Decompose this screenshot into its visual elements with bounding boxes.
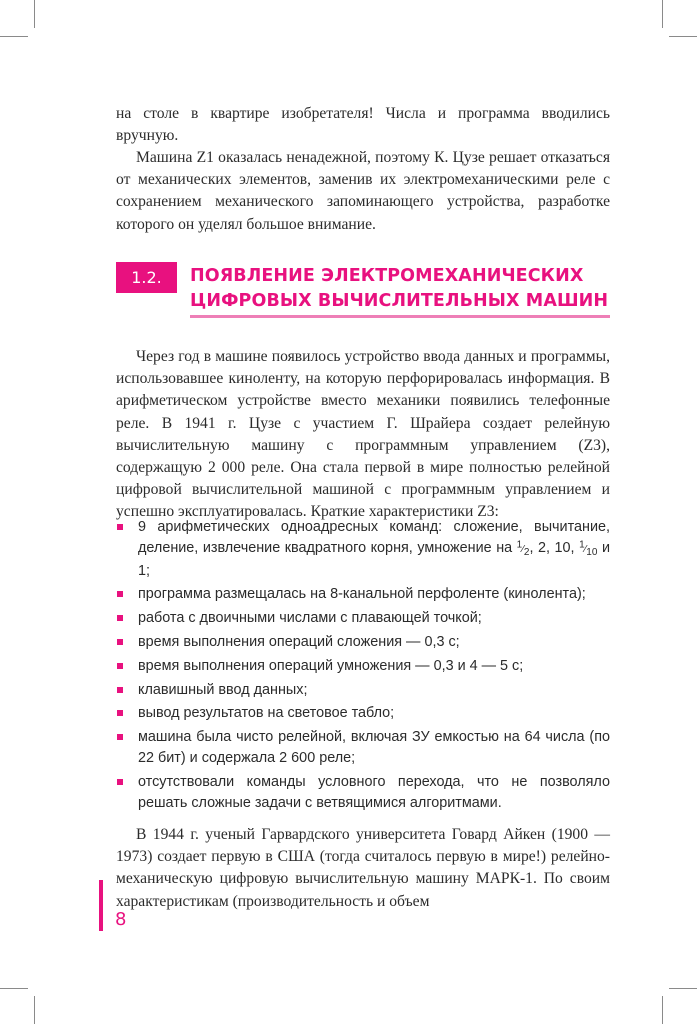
bullet-square-icon xyxy=(117,524,123,530)
list-item xyxy=(116,656,610,677)
crop-mark-right-top xyxy=(669,36,697,37)
crop-mark-left-top xyxy=(0,36,28,37)
bullet-square-icon xyxy=(117,734,123,740)
z3-characteristics-list xyxy=(116,517,610,816)
bullet-square-icon xyxy=(117,779,123,785)
list-item xyxy=(116,772,610,814)
page-number: 8 xyxy=(115,909,127,930)
list-item-text: машина была чисто релейной, включая ЗУ емкостью на 64 числа (по 22 бит) и содержала 2 600 реле; xyxy=(138,729,610,766)
section-number-badge: 1.2. xyxy=(116,262,177,293)
list-item xyxy=(116,680,610,701)
list-item xyxy=(116,632,610,653)
crop-mark-top-right xyxy=(662,0,663,28)
fraction-denominator: 10 xyxy=(586,546,598,558)
list-item-text: 9 арифметических одноадресных команд: сложение, вычитание, деление, извлечение квадратного корня, умножение на xyxy=(138,519,610,556)
bullet-square-icon xyxy=(117,591,123,597)
bullet-square-icon xyxy=(117,663,123,669)
list-item-text: программа размещалась на 8-канальной перфоленте (кинолента); xyxy=(138,586,586,603)
crop-mark-right-bottom xyxy=(669,988,697,989)
list-item xyxy=(116,584,610,605)
body-paragraph-z3: Через год в машине появилось устройство ввода данных и программы, использовавшее киноленту, на которую перфорировалась информация. В арифметическом устройстве вместо механики появились телефонные реле. В 1941 г. Цузе с участием Г. Шрайера создает релейную вычислительную машину с программным управлением (Z3), содержащую 2 000 реле. Она стала первой в мире полностью релейной цифровой вычислительной машиной с программным управлением и успешно эксплуатировалась. Краткие характеристики Z3: xyxy=(116,348,610,521)
list-item-text: время выполнения операций умножения — 0,3 и 4 — 5 с; xyxy=(138,657,524,674)
bullet-square-icon xyxy=(117,687,123,693)
list-item-text: вывод результатов на световое табло; xyxy=(138,705,395,722)
bullet-square-icon xyxy=(117,615,123,621)
bullet-square-icon xyxy=(117,710,123,716)
list-item-text: время выполнения операций сложения — 0,3 с; xyxy=(138,633,460,650)
crop-mark-bottom-right xyxy=(662,996,663,1024)
fraction-denominator: 2 xyxy=(523,546,530,558)
fraction-numerator: 1 xyxy=(516,539,523,551)
crop-mark-left-bottom xyxy=(0,988,28,989)
crop-mark-top-left xyxy=(34,0,35,28)
list-item xyxy=(116,517,610,581)
intro-paragraph-1: на столе в квартире изобретателя! Числа и программа вводились вручную. xyxy=(116,105,610,145)
list-item xyxy=(116,727,610,769)
list-item-text-mid: , 2, 10, xyxy=(529,539,575,556)
list-item-text-end: и 1; xyxy=(138,539,610,579)
intro-paragraph-2: Машина Z1 оказалась ненадежной, поэтому К. Цузе решает отказаться от механических элементов, заменив их электромеханическими реле с сохранением механического запоминающего устройства, разработке которого он уделял большое внимание. xyxy=(116,149,610,233)
fraction-one-half: $^1⁄_2$ xyxy=(516,539,530,558)
list-item-text: работа с двоичными числами с плавающей точкой; xyxy=(138,610,482,627)
section-title xyxy=(190,264,610,314)
section-title-line-1: ПОЯВЛЕНИЕ ЭЛЕКТРОМЕХАНИЧЕСКИХ xyxy=(190,266,584,286)
list-item xyxy=(116,608,610,629)
section-title-underline xyxy=(190,315,610,318)
list-item-text: клавишный ввод данных; xyxy=(138,681,308,698)
section-title-line-2: ЦИФРОВЫХ ВЫЧИСЛИТЕЛЬНЫХ МАШИН xyxy=(190,291,609,311)
bullet-square-icon xyxy=(117,639,123,645)
crop-mark-bottom-left xyxy=(34,996,35,1024)
list-item-text: отсутствовали команды условного перехода, что не позволяло решать сложные задачи с ветвящимися алгоритмами. xyxy=(138,773,610,811)
fraction-numerator: 1 xyxy=(579,539,585,551)
body-paragraph-mark1: В 1944 г. ученый Гарвардского университета Говард Айкен (1900 — 1973) создает первую в США (тогда считалось первую в мире!) релейно-механическую цифровую вычислительную машину МАРК-1. По своим характеристикам (производительность и объем xyxy=(116,826,610,910)
page-number-bar xyxy=(99,880,103,931)
list-item xyxy=(116,703,610,724)
fraction-one-tenth: $^1⁄_{10}$ xyxy=(579,539,598,558)
